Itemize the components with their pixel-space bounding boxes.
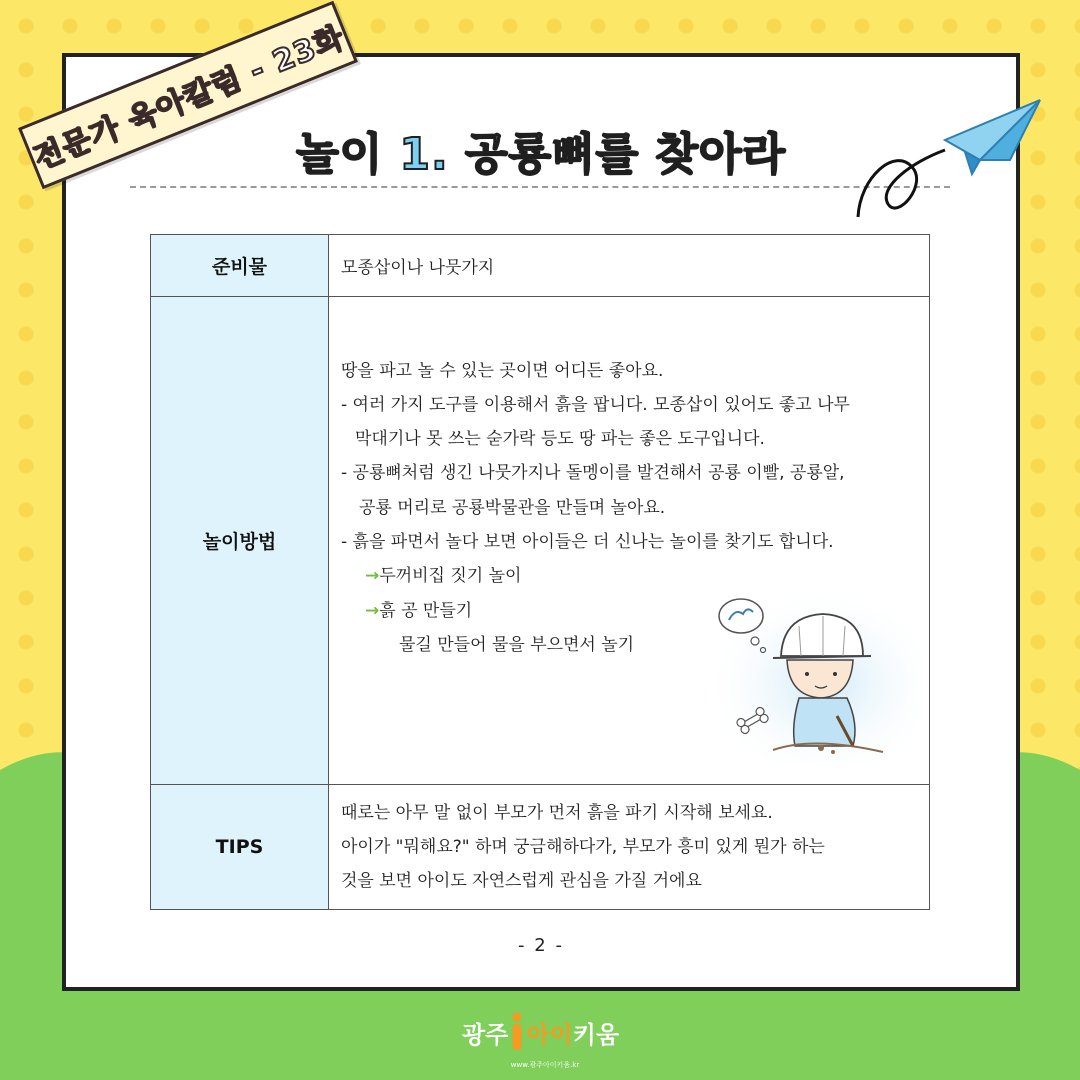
- title-divider: [130, 186, 950, 188]
- method-line: - 여러 가지 도구를 이용해서 흙을 팝니다. 모종삽이 있어도 좋고 나무: [341, 394, 850, 415]
- sub-item-text: 두꺼비집 짓기 놀이: [379, 566, 522, 587]
- method-line: 공룡 머리로 공룡박물관을 만들며 놀아요.: [359, 497, 666, 518]
- method-line: 물길 만들어 물을 부으면서 놀기: [399, 634, 635, 655]
- logo-i-mark-icon: [510, 1012, 524, 1052]
- method-label: 놀이방법: [151, 297, 329, 785]
- tips-label: TIPS: [151, 785, 329, 910]
- child-digging-illustration: [703, 586, 923, 766]
- logo-text-left: 광주: [462, 1020, 509, 1049]
- arrow-right-icon: →: [365, 600, 380, 621]
- page-title: 놀이 1. 공룡뼈를 찾아라: [296, 129, 786, 180]
- activity-table: [150, 234, 930, 910]
- sub-item-text: 흙 공 만들기: [379, 600, 473, 621]
- tips-line: 때로는 아무 말 없이 부모가 먼저 흙을 파기 시작해 보세요.: [341, 803, 773, 823]
- table-row-tips: [151, 785, 930, 910]
- logo-text-right: 키움: [572, 1020, 620, 1049]
- prep-label: 준비물: [151, 235, 329, 297]
- logo-text-mid: 아이: [526, 1020, 573, 1049]
- method-line: - 공룡뼈처럼 생긴 나뭇가지나 돌멩이를 발견해서 공룡 이빨, 공룡알,: [341, 463, 845, 484]
- paper-plane-icon: [850, 92, 1050, 232]
- brand-logo: [462, 1006, 632, 1058]
- method-line: - 흙을 파면서 놀다 보면 아이들은 더 신나는 놀이를 찾기도 합니다.: [341, 531, 834, 552]
- tips-line: 아이가 "뭐해요?" 하며 궁금해하다가, 부모가 흥미 있게 뭔가 하는: [341, 837, 825, 857]
- table-row-method: [151, 297, 930, 785]
- ribbon-text: 전문가 육아칼럼 - 23화: [29, 19, 350, 177]
- prep-value: 모종삽이나 나뭇가지: [329, 235, 930, 297]
- tips-line: 것을 보면 아이도 자연스럽게 관심을 가질 거에요: [341, 871, 702, 891]
- method-cell: [329, 297, 930, 785]
- method-line: 땅을 파고 놀 수 있는 곳이면 어디든 좋아요.: [341, 360, 664, 381]
- logo-url: www.광주아이키움.kr: [510, 1061, 580, 1069]
- arrow-right-icon: →: [365, 566, 380, 587]
- page-number: - 2 -: [518, 935, 564, 956]
- method-line: 막대기나 못 쓰는 숟가락 등도 땅 파는 좋은 도구입니다.: [355, 429, 765, 450]
- tips-cell: [329, 785, 930, 910]
- table-row-prep: [151, 235, 930, 297]
